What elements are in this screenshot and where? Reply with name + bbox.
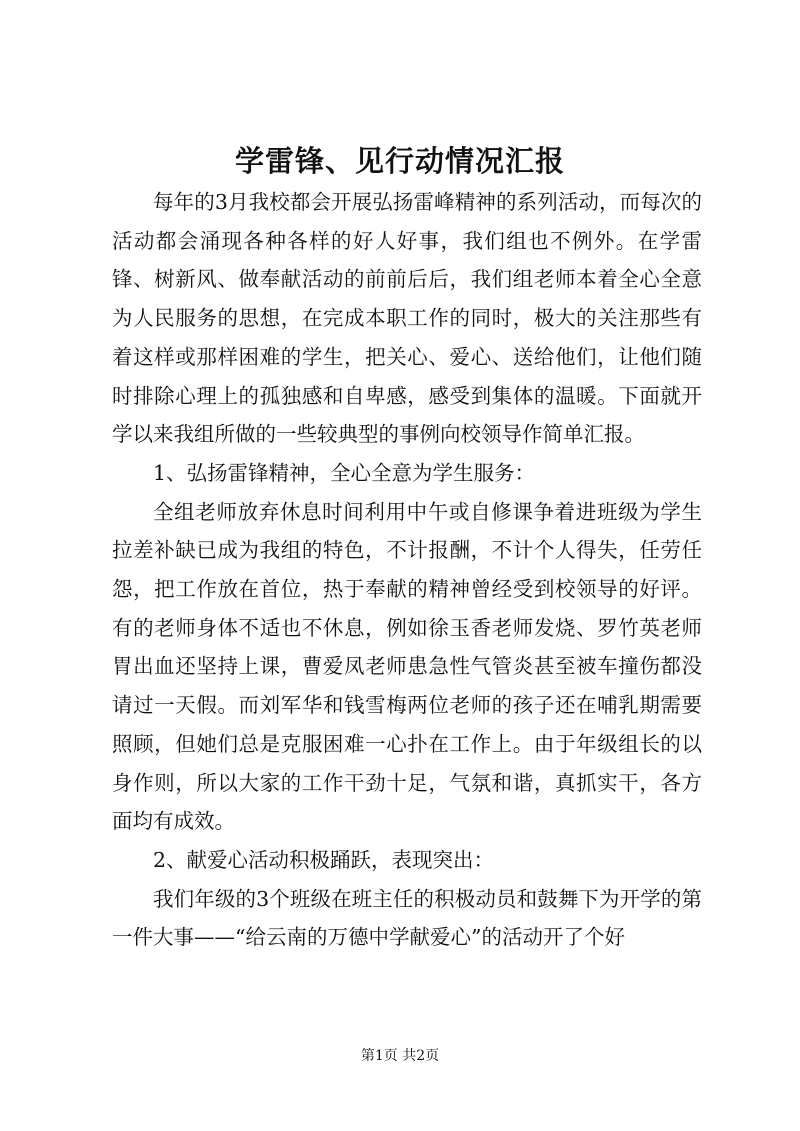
paragraph-section-1: 全组老师放弃休息时间利用中午或自修课争着进班级为学生拉差补缺已成为我组的特色，不计报酬，不计个人得失，任劳任怨，把工作放在首位，热于奉献的精神曾经受到校领导的好评。有的老师身体不适也不休息，例如徐玉香老师发烧、罗竹英老师胃出血还坚持上课，曹爱凤老师患急性气管炎甚至被车撞伤都没请过一天假。而刘军华和钱雪梅两位老师的孩子还在哺乳期需要照顾，但她们总是克服困难一心扑在工作上。由于年级组长的以身作则，所以大家的工作干劲十足，气氛和谐，真抓实干，各方面均有成效。 — [112, 499, 702, 834]
document-body — [112, 183, 702, 957]
paragraph-section-2: 我们年级的3个班级在班主任的积极动员和鼓舞下为开学的第一件大事——“给云南的万德中学献爱心”的活动开了个好 — [112, 886, 702, 950]
paragraph-intro: 每年的3月我校都会开展弘扬雷峰精神的系列活动，而每次的活动都会涌现各种各样的好人好事，我们组也不例外。在学雷锋、树新风、做奉献活动的前前后后，我们组老师本着全心全意为人民服务的思想，在完成本职工作的同时，极大的关注那些有着这样或那样困难的学生，把关心、爱心、送给他们，让他们随时排除心理上的孤独感和自卑感，感受到集体的温暖。下面就开学以来我组所做的一些较典型的事例向校领导作简单汇报。 — [112, 190, 702, 447]
document-title: 学雷锋、见行动情况汇报 — [234, 144, 565, 178]
section-heading-2: 2、献爱心活动积极踊跃，表现突出： — [153, 847, 495, 872]
section-heading-1: 1、弘扬雷锋精神，全心全意为学生服务： — [153, 460, 536, 485]
page-footer: 第1页 共2页 — [360, 1048, 440, 1064]
